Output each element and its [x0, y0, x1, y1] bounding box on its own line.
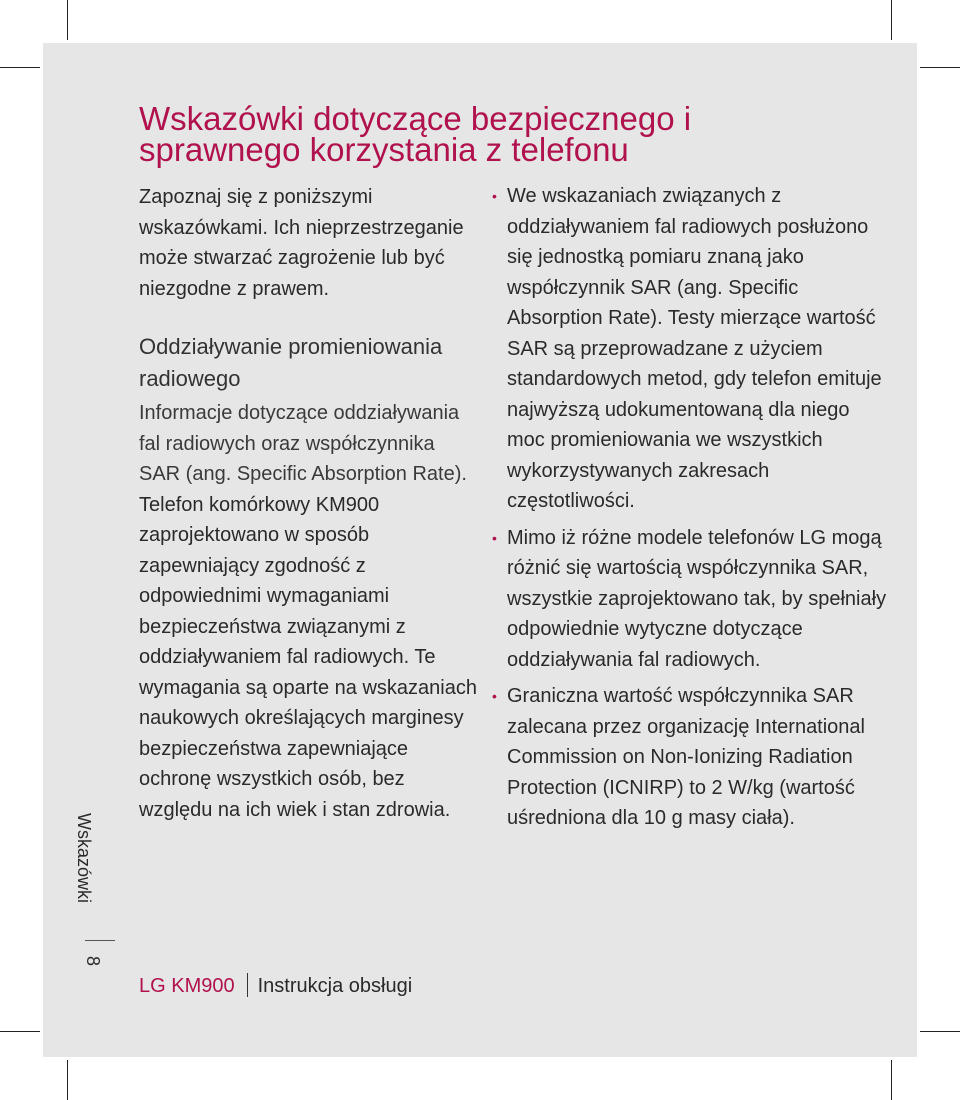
crop-mark-bottom-right-v [891, 1060, 892, 1100]
section-body: Telefon komórkowy KM900 zaprojektowano w sposób zapewniający zgodność z odpowiednimi wymaganiami bezpieczeństwa związanymi z oddziaływaniem fal radiowych. Te wymagania są oparte na wskazaniach naukowych określających marginesy bezpieczeństwa zapewniające ochronę wszystkich osób, bez względu na ich wiek i stan zdrowia. [139, 493, 477, 821]
footer-document-title: Instrukcja obsługi [257, 975, 413, 997]
bullet-list [490, 181, 890, 834]
crop-mark-bottom-left-v [67, 1060, 68, 1100]
page-title [139, 100, 839, 168]
footer-brand: LG KM900 [139, 975, 235, 997]
bullet-icon: • [492, 188, 497, 204]
right-column [490, 181, 890, 840]
section-side-label: Wskazówki [74, 813, 94, 904]
page-title-line-2: sprawnego korzystania z telefonu [139, 131, 629, 168]
crop-mark-top-right-v [891, 0, 892, 40]
footer-divider [247, 973, 248, 997]
crop-mark-bottom-right-h [920, 1031, 960, 1032]
crop-mark-top-right-h [920, 67, 960, 68]
list-item-text: Mimo iż różne modele telefonów LG mogą różnić się wartością współczynnika SAR, wszystkie zaprojektowano tak, by spełniały odpowiednie wytyczne dotyczące oddziaływania fal radiowych. [507, 526, 887, 671]
page-footer [139, 973, 412, 998]
left-column [139, 182, 479, 825]
section-heading: Oddziaływanie promieniowania radiowego [139, 334, 443, 391]
crop-mark-top-left-v [67, 0, 68, 40]
crop-mark-bottom-left-h [0, 1031, 40, 1032]
bullet-icon: • [492, 688, 497, 704]
list-item [490, 681, 890, 834]
intro-text: Zapoznaj się z poniższymi wskazówkami. Ich nieprzestrzeganie może stwarzać zagrożenie lub być niezgodne z prawem. [139, 186, 464, 300]
list-item [490, 523, 890, 676]
list-item [490, 181, 890, 517]
crop-mark-top-left-h [0, 67, 40, 68]
bullet-icon: • [492, 529, 497, 546]
side-divider [85, 940, 115, 941]
section-summary: Informacje dotyczące oddziaływania fal radiowych oraz współczynnika SAR (ang. Specific Absorption Rate). [139, 402, 467, 485]
list-item-text: We wskazaniach związanych z oddziaływaniem fal radiowych posłużono się jednostką pomiaru znaną jako współczynnik SAR (ang. Specific Absorption Rate). Testy mierzące wartość SAR są przeprowadzane z użyciem standardowych metod, gdy telefon emituje najwyższą udokumentowaną dla niego moc promieniowania we wszystkich wykorzystywanych zakresach częstotliwości. [507, 185, 882, 512]
manual-page [43, 43, 917, 1057]
page-number: 8 [83, 956, 103, 967]
page-title-line-1: Wskazówki dotyczące bezpiecznego i [139, 100, 692, 137]
list-item-text: Graniczna wartość współczynnika SAR zalecana przez organizację International Commission on Non-Ionizing Radiation Protection (ICNIRP) to 2 W/kg (wartość uśredniona dla 10 g masy ciała). [507, 685, 865, 829]
